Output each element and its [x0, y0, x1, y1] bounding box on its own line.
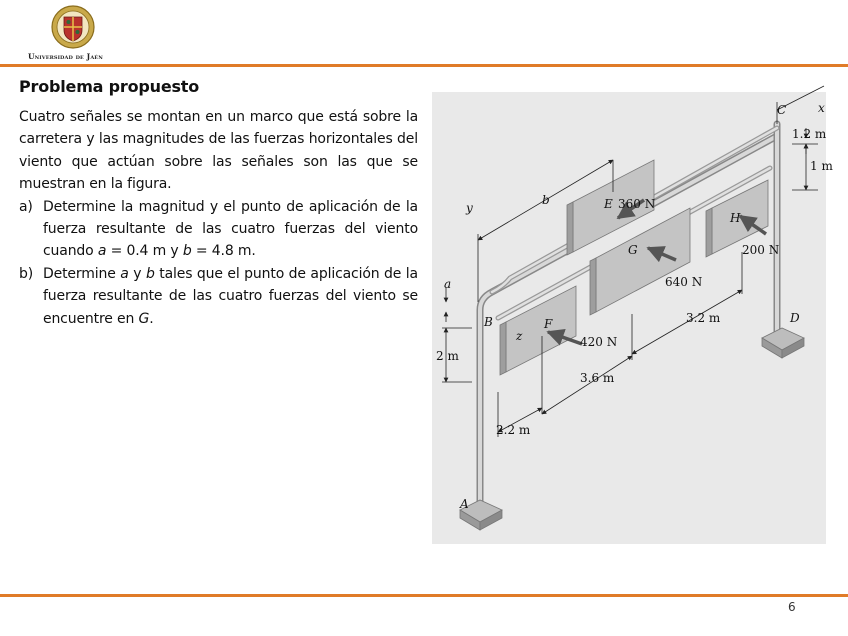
dimension-label-5: 3.6 m: [580, 371, 615, 385]
force-label-g: 640 N: [665, 275, 703, 289]
point-label-e: E: [604, 197, 613, 211]
variable-label-a: a: [444, 277, 452, 291]
axis-label-z: z: [516, 329, 523, 343]
problem-statement: [19, 106, 418, 330]
list-item-b: [19, 263, 418, 330]
header-divider: [0, 64, 848, 67]
sign-frame-figure: [432, 92, 833, 544]
page-number: 6: [788, 600, 796, 614]
point-label-f: F: [544, 317, 553, 331]
dimension-label-4: 2.2 m: [496, 423, 531, 437]
variable-a: a: [97, 243, 107, 260]
page-title: Problema propuesto: [19, 77, 200, 96]
variable-label-b: b: [542, 193, 550, 207]
point-label-a: A: [460, 497, 469, 511]
footer-divider: [0, 594, 848, 597]
axis-label-x: x: [818, 101, 825, 115]
list-item-text: [43, 263, 418, 330]
point-label-b: B: [484, 315, 493, 329]
list-marker: b): [19, 265, 34, 282]
text-fragment: tales que el punto de aplicación de la fuerza resultante de las cuatro fuerzas del viento se encuentre en: [43, 265, 418, 327]
point-label-h: H: [730, 211, 741, 225]
axis-label-y: y: [466, 201, 473, 215]
text-fragment: y: [128, 265, 146, 282]
variable-b: b: [145, 265, 155, 282]
point-label-g: G: [628, 243, 638, 257]
frame-diagram: [432, 92, 833, 544]
university-seal-icon: [50, 4, 96, 50]
list-item-text: [43, 196, 418, 263]
list-item-a: [19, 196, 418, 263]
variable-g: G: [138, 310, 150, 327]
force-label-e: 360 N: [618, 197, 656, 211]
text-fragment: = 4.8 m.: [191, 243, 256, 260]
university-name: Universidad de Jaén: [28, 52, 103, 61]
text-fragment: .: [149, 310, 154, 327]
intro-paragraph: Cuatro señales se montan en un marco que está sobre la carretera y las magnitudes de las fuerzas horizontales del viento que actúan sobre las señales son las que se muestran en la figura.: [19, 109, 418, 193]
dimension-label-6: 3.2 m: [686, 311, 721, 325]
list-marker: a): [19, 198, 33, 215]
text-fragment: = 0.4 m y: [106, 243, 183, 260]
variable-b: b: [182, 243, 192, 260]
text-fragment: Determine la magnitud y el punto de aplicación de la fuerza resultante de las cuatro fuerzas del viento cuando: [43, 198, 418, 260]
point-label-c: C: [777, 103, 787, 117]
dimension-label-2: 1 m: [810, 159, 833, 173]
force-label-h: 200 N: [742, 243, 780, 257]
dimension-label-3: 2 m: [436, 349, 459, 363]
variable-a: a: [120, 265, 129, 282]
force-label-f: 420 N: [580, 335, 618, 349]
dimension-label-1: 1.2 m: [792, 127, 827, 141]
text-fragment: Determine: [43, 265, 121, 282]
point-label-d: D: [790, 311, 800, 325]
